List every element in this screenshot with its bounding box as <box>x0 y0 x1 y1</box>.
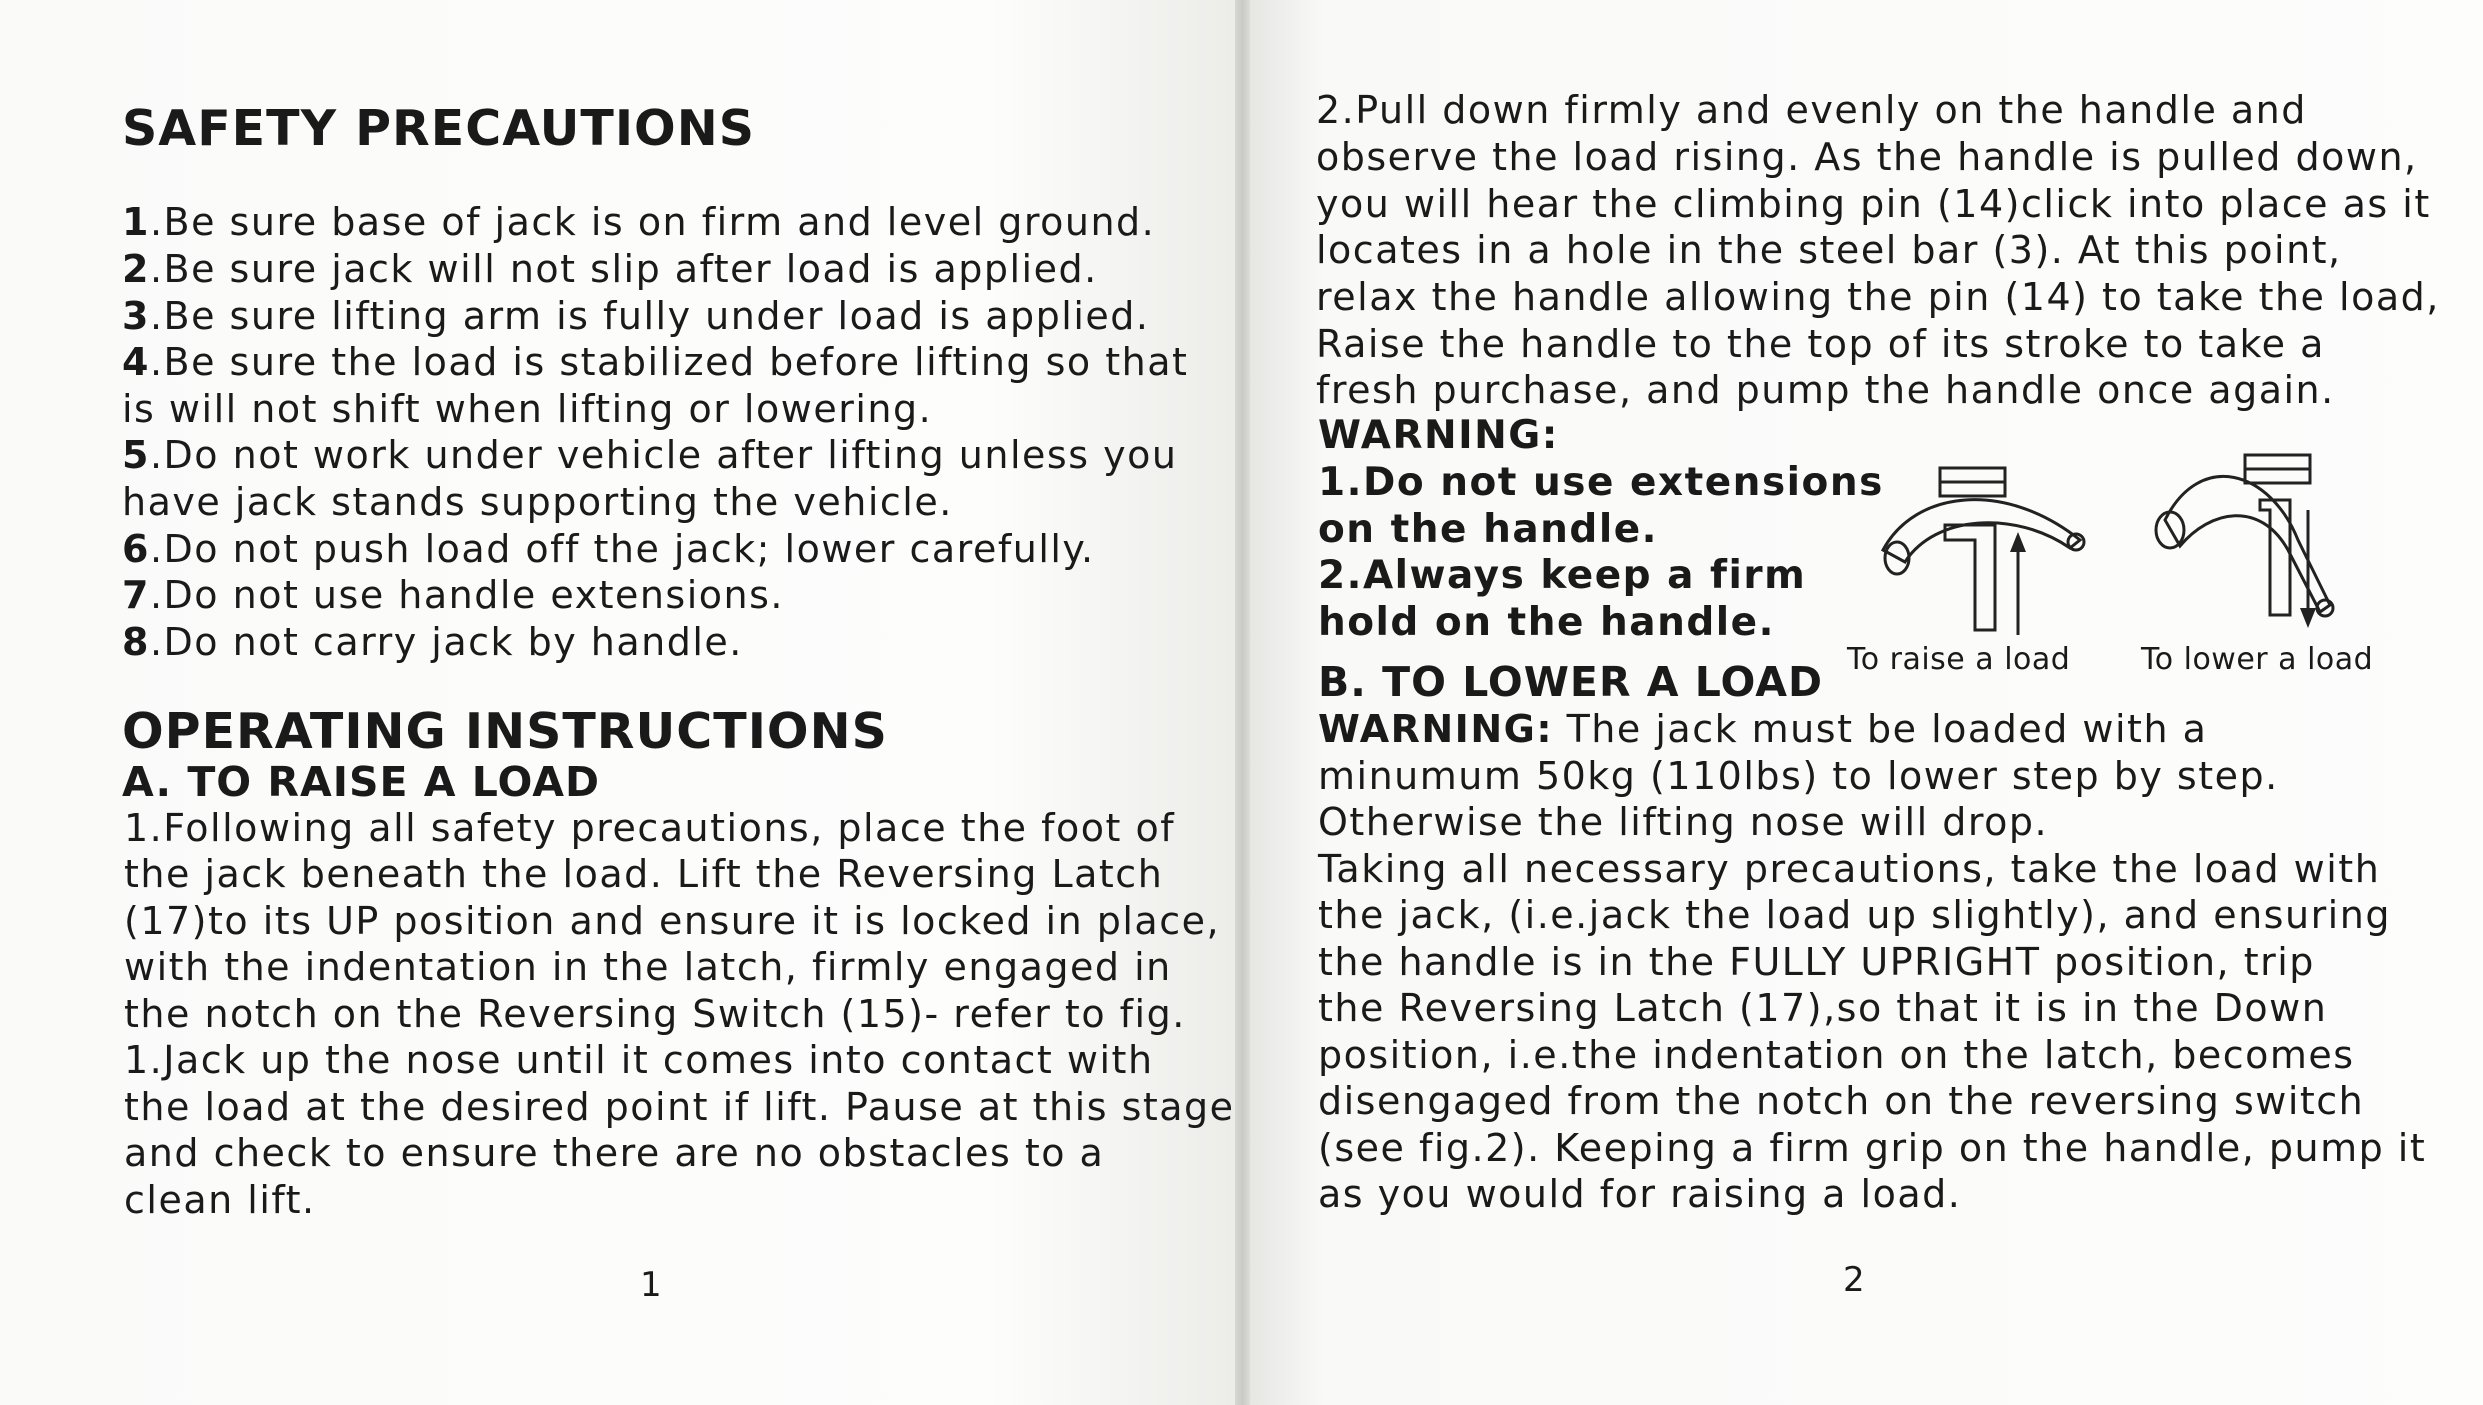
instruction-line: and check to ensure there are no obstacles to a <box>124 1131 1105 1175</box>
warning-item: on the handle. <box>1318 507 1658 552</box>
safety-item: 6.Do not push load off the jack; lower carefully. <box>122 527 1095 571</box>
lower-load-figure <box>2140 450 2380 640</box>
step-line: observe the load rising. As the handle is pulled down, <box>1316 135 2418 179</box>
warning-item: 1.Do not use extensions <box>1318 460 1884 505</box>
lower-line: the jack, (i.e.jack the load up slightly), and ensuring <box>1318 893 2391 937</box>
warning-item: hold on the handle. <box>1318 600 1775 645</box>
instruction-line: the notch on the Reversing Switch (15)- refer to fig. <box>124 992 1186 1036</box>
safety-item-continued: is will not shift when lifting or lowering. <box>122 387 933 431</box>
lower-line: the Reversing Latch (17),so that it is in the Down <box>1318 986 2328 1030</box>
instruction-line: (17)to its UP position and ensure it is locked in place, <box>124 899 1221 943</box>
safety-title: SAFETY PRECAUTIONS <box>122 100 756 157</box>
page-number: 2 <box>1843 1260 1865 1300</box>
lower-caption: To lower a load <box>2141 642 2374 677</box>
safety-item: 8.Do not carry jack by handle. <box>122 620 743 664</box>
operating-title: OPERATING INSTRUCTIONS <box>122 703 888 760</box>
page-number: 1 <box>640 1265 662 1305</box>
lower-line: (see fig.2). Keeping a firm grip on the handle, pump it <box>1318 1126 2427 1170</box>
instruction-line: clean lift. <box>124 1178 316 1222</box>
raise-caption: To raise a load <box>1847 642 2071 677</box>
instruction-line: 1.Following all safety precautions, place the foot of <box>124 806 1176 850</box>
safety-item: 5.Do not work under vehicle after lifting unless you <box>122 433 1178 477</box>
lower-load-title: B. TO LOWER A LOAD <box>1318 658 1823 706</box>
safety-item: 7.Do not use handle extensions. <box>122 573 784 617</box>
warning-item: 2.Always keep a firm <box>1318 553 1807 598</box>
raise-load-figure <box>1875 450 2105 640</box>
safety-item-continued: have jack stands supporting the vehicle. <box>122 480 953 524</box>
warning-heading: WARNING: <box>1318 413 1559 458</box>
instruction-line: 1.Jack up the nose until it comes into contact with <box>124 1038 1154 1082</box>
raise-load-subtitle: A. TO RAISE A LOAD <box>122 758 600 806</box>
book-spine <box>1235 0 1250 1405</box>
safety-item: 4.Be sure the load is stabilized before lifting so that <box>122 340 1189 384</box>
step-line: Raise the handle to the top of its stroke to take a <box>1316 322 2325 366</box>
step-line: you will hear the climbing pin (14)click into place as it <box>1316 182 2431 226</box>
lower-warning-line: WARNING: The jack must be loaded with a <box>1318 707 2208 751</box>
step-line: locates in a hole in the steel bar (3). At this point, <box>1316 228 2342 272</box>
step-line: 2.Pull down firmly and evenly on the handle and <box>1316 88 2307 132</box>
lower-line: disengaged from the notch on the reversing switch <box>1318 1079 2365 1123</box>
safety-item: 3.Be sure lifting arm is fully under load is applied. <box>122 294 1150 338</box>
lower-line: minumum 50kg (110lbs) to lower step by step. <box>1318 754 2279 798</box>
lower-line: as you would for raising a load. <box>1318 1172 1962 1216</box>
lower-line: Otherwise the lifting nose will drop. <box>1318 800 2049 844</box>
step-line: relax the handle allowing the pin (14) to take the load, <box>1316 275 2440 319</box>
lower-warning-label: WARNING: <box>1318 707 1554 751</box>
instruction-line: the load at the desired point if lift. Pause at this stage <box>124 1085 1235 1129</box>
lower-line: the handle is in the FULLY UPRIGHT position, trip <box>1318 940 2315 984</box>
right-page <box>1250 0 2483 1405</box>
lower-line: Taking all necessary precautions, take the load with <box>1318 847 2381 891</box>
instruction-line: the jack beneath the load. Lift the Reversing Latch <box>124 852 1164 896</box>
safety-item: 2.Be sure jack will not slip after load is applied. <box>122 247 1098 291</box>
safety-item: 1.Be sure base of jack is on firm and level ground. <box>122 200 1156 244</box>
instruction-line: with the indentation in the latch, firmly engaged in <box>124 945 1172 989</box>
step-line: fresh purchase, and pump the handle once again. <box>1316 368 2335 412</box>
lower-line: position, i.e.the indentation on the latch, becomes <box>1318 1033 2355 1077</box>
left-page <box>0 0 1235 1405</box>
